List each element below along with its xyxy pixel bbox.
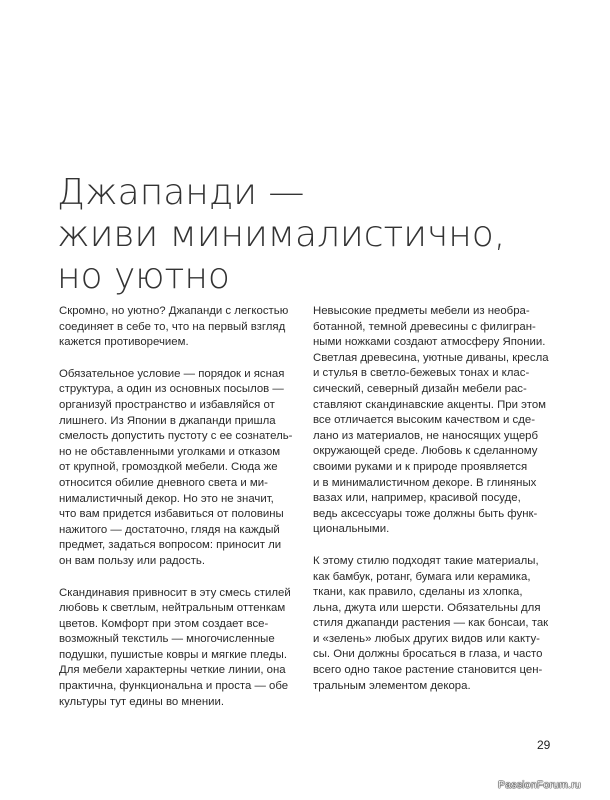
text-line: нажитого — достаточно, глядя на каждый <box>59 523 280 536</box>
text-line: всего одно такое растение становится цен- <box>313 664 543 677</box>
text-line: соединяет в себе то, что на первый взгляд <box>59 320 286 333</box>
text-line: Скандинавия привносит в эту смесь стилей <box>59 586 291 599</box>
text-line: лишнего. Из Японии в джапанди пришла <box>59 414 276 427</box>
text-line: сы. Они должны бросаться в глаза, и часто <box>313 648 543 661</box>
text-line: любовь к светлым, нейтральным оттенкам <box>59 602 286 615</box>
text-line: Скромно, но уютно? Джапанди с легкостью <box>59 305 289 317</box>
text-line: К этому стилю подходят такие материалы, <box>313 554 539 567</box>
text-line: лано из материалов, не наносящих ущерб <box>313 429 539 442</box>
text-line: сический, северный дизайн мебели рас- <box>313 382 527 395</box>
paragraph <box>59 586 289 711</box>
text-line: но не обставленными уголками и отказом <box>59 445 281 458</box>
text-line: тральным элементом декора. <box>313 679 471 692</box>
title-line: Джапанди — <box>57 172 305 213</box>
text-line: ными ножками создают атмосферу Японии. <box>313 336 546 349</box>
page-number: 29 <box>537 738 551 752</box>
text-line: и стулья в светло-бежевых тонах и клас- <box>313 367 530 380</box>
watermark: PassionForum.ru <box>498 779 581 791</box>
text-line: цветов. Комфорт при этом создает все- <box>59 617 269 630</box>
paragraph <box>313 554 549 694</box>
text-line: все отличается высоким качеством и сде- <box>313 414 536 427</box>
text-line: подушки, пушистые ковры и мягкие пледы. <box>59 648 287 661</box>
text-line: нималистичный декор. Но это не значит, <box>59 492 274 505</box>
text-line: Обязательное условие — порядок и ясная <box>59 367 285 380</box>
text-line: Невысокие предметы мебели из необра- <box>313 305 530 317</box>
paragraph <box>59 304 289 351</box>
text-line: ботанной, темной древесины с филигран- <box>313 320 536 333</box>
text-line: культуры тут едины во мнении. <box>59 695 225 708</box>
left-text-column <box>59 304 293 726</box>
text-line: возможный текстиль — многочисленные <box>59 633 275 646</box>
text-line: как бамбук, ротанг, бумага или керамика, <box>313 570 531 583</box>
text-line: окружающей среде. Любовь к сделанному <box>313 445 538 458</box>
text-line: циональными. <box>313 523 390 536</box>
paragraph <box>313 304 549 538</box>
text-line: стиля джапанди растения — как бонсаи, так <box>313 617 549 630</box>
text-line: ведь аксессуары тоже должны быть функ- <box>313 507 538 520</box>
text-line: от крупной, громоздкой мебели. Сюда же <box>59 461 278 474</box>
text-line: и «зелень» любых других видов или какту- <box>313 632 540 645</box>
paragraph <box>59 367 293 570</box>
text-line: ставляют скандинавские акценты. При этом <box>313 398 546 411</box>
text-line: что вам придется избавиться от половины <box>59 508 284 521</box>
text-line: структура, а один из основных посылов — <box>59 383 284 396</box>
text-line: организуй пространство и избавляйся от <box>59 398 275 411</box>
text-line: он вам пользу или радость. <box>59 554 206 567</box>
text-line: Для мебели характерны четкие линии, она <box>59 664 286 677</box>
text-line: льна, джута или шерсти. Обязательны для <box>313 601 541 614</box>
text-line: предмет, задаться вопросом: приносит ли <box>59 539 282 552</box>
text-line: относится обилие дневного света и ми- <box>59 476 268 489</box>
text-line: практична, функциональна и проста — обе <box>59 680 289 693</box>
text-line: смелость допустить пустоту с ее сознатель- <box>59 430 293 443</box>
text-line: Светлая древесина, уютные диваны, кресла <box>313 351 549 364</box>
title-line: живи минималистично, <box>57 214 506 255</box>
text-line: своими руками и к природе проявляется <box>313 460 528 473</box>
text-line: вазах или, например, красивой посуде, <box>313 492 521 505</box>
title-line: но уютно <box>57 256 230 297</box>
right-text-column <box>313 304 549 710</box>
text-line: кажется противоречием. <box>59 336 189 349</box>
text-line: и в минималистичном декоре. В глиняных <box>313 476 537 489</box>
text-line: ткани, как правило, сделаны из хлопка, <box>313 586 523 599</box>
page-title <box>57 172 577 298</box>
